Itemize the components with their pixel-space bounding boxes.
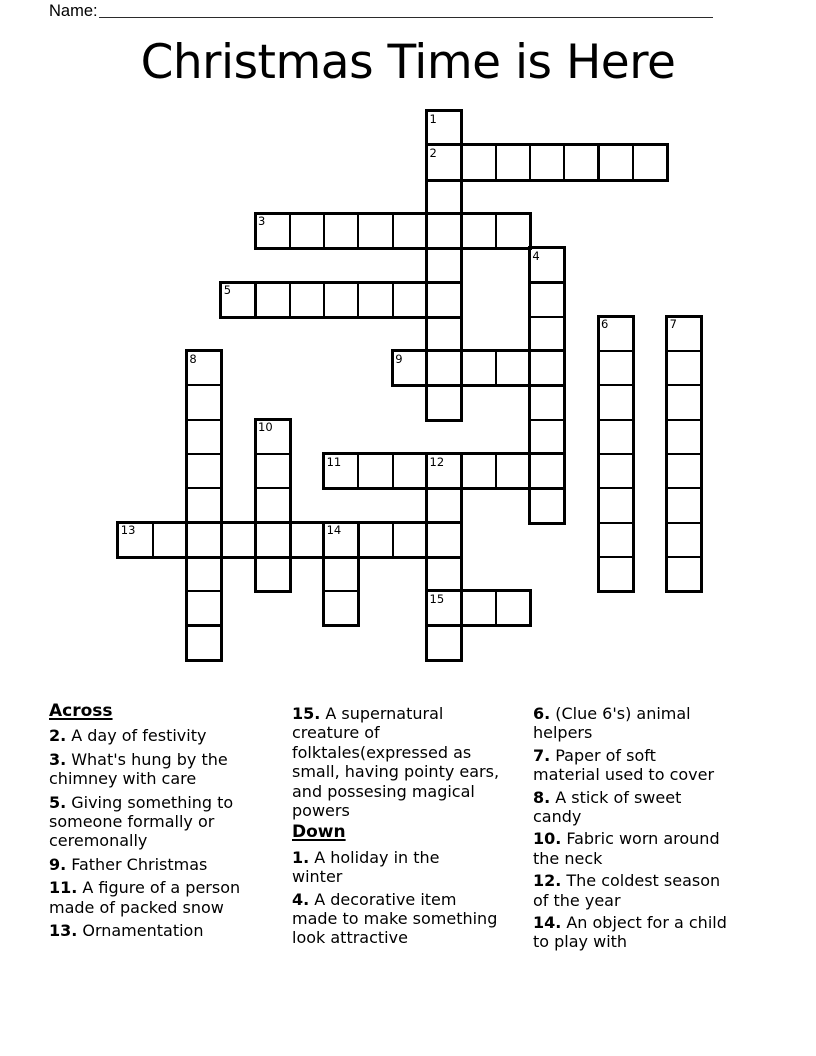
clue-number: 7. — [533, 745, 551, 765]
grid-cell — [460, 213, 496, 249]
clue-column-2 — [292, 704, 544, 951]
grid-cell — [186, 419, 222, 455]
grid-cell — [598, 453, 634, 489]
clue-number: 8. — [533, 787, 551, 807]
grid-cell — [426, 522, 462, 558]
clue-section-header: Across — [49, 701, 113, 721]
grid-cell — [289, 522, 325, 558]
grid-cell — [426, 213, 462, 249]
clue-1 — [292, 848, 544, 887]
cell-number: 12 — [429, 454, 445, 469]
grid-cell — [598, 419, 634, 455]
clue-14 — [533, 913, 791, 952]
grid-cell — [255, 556, 291, 592]
grid-cell — [495, 213, 531, 249]
grid-cell — [666, 522, 702, 558]
grid-cell — [426, 316, 462, 352]
grid-cell — [323, 556, 359, 592]
clue-number: 3. — [49, 749, 67, 769]
grid-cell — [666, 384, 702, 420]
grid-cell — [598, 556, 634, 592]
grid-cell — [529, 350, 565, 386]
grid-cell — [529, 282, 565, 318]
cell-number: 6 — [601, 317, 609, 332]
clue-5 — [49, 793, 291, 851]
grid-cell — [255, 487, 291, 523]
clue-text: The coldest season of the year — [533, 871, 721, 910]
clue-6 — [533, 704, 791, 743]
clue-text: A decorative item made to make something look attractive — [292, 889, 498, 948]
grid-cell — [255, 522, 291, 558]
grid-cell — [289, 282, 325, 318]
cell-number: 4 — [532, 248, 540, 263]
grid-cell — [666, 487, 702, 523]
cell-number: 13 — [120, 523, 136, 538]
clue-7 — [533, 746, 791, 785]
clue-number: 4. — [292, 889, 310, 909]
grid-cell — [323, 213, 359, 249]
clue-text: A stick of sweet candy — [533, 787, 682, 827]
grid-cell — [426, 556, 462, 592]
grid-cell — [529, 487, 565, 523]
clue-section-header: Down — [292, 822, 346, 843]
grid-cell — [426, 282, 462, 318]
grid-cell — [357, 213, 393, 249]
cell-number: 2 — [429, 145, 437, 160]
grid-cell — [598, 384, 634, 420]
clue-number: 6. — [533, 704, 551, 723]
cell-number: 15 — [429, 591, 445, 606]
grid-cell — [666, 556, 702, 592]
clue-text: A figure of a person made of packed snow — [49, 878, 241, 917]
grid-cell — [392, 213, 428, 249]
clue-9 — [49, 855, 291, 874]
grid-cell — [357, 282, 393, 318]
clue-column-1 — [49, 702, 291, 944]
grid-cell — [392, 282, 428, 318]
clue-number: 2. — [49, 726, 67, 746]
grid-cell — [323, 282, 359, 318]
grid-cell — [529, 419, 565, 455]
clue-11 — [49, 878, 291, 917]
cell-number: 11 — [326, 454, 342, 469]
clue-text: A supernatural creature of folktales(expressed as small, having pointy ears, and possesing magical powers — [292, 704, 500, 821]
clue-number: 12. — [533, 871, 562, 891]
grid-cell — [495, 350, 531, 386]
grid-cell — [186, 625, 222, 661]
clue-13 — [49, 921, 291, 940]
clue-text: Giving something to someone formally or ceremonally — [49, 792, 234, 851]
grid-cell — [460, 350, 496, 386]
grid-cell — [666, 453, 702, 489]
clue-text: Father Christmas — [71, 854, 208, 874]
grid-cell — [495, 590, 531, 626]
cell-number: 8 — [189, 351, 197, 366]
grid-cell — [426, 350, 462, 386]
grid-cell — [460, 590, 496, 626]
grid-cell — [529, 144, 565, 180]
grid-cell — [563, 144, 599, 180]
cell-number: 14 — [326, 523, 342, 538]
clue-text: An object for a child to play with — [533, 913, 727, 952]
clue-12 — [533, 871, 791, 910]
clue-number: 13. — [49, 921, 78, 941]
grid-cell — [529, 453, 565, 489]
clue-text: Ornamentation — [82, 921, 204, 941]
grid-cell — [598, 487, 634, 523]
grid-cell — [186, 556, 222, 592]
grid-cell — [323, 590, 359, 626]
grid-cell — [186, 453, 222, 489]
grid-cell — [426, 179, 462, 215]
grid-cell — [495, 144, 531, 180]
grid-cell — [392, 522, 428, 558]
clue-number: 14. — [533, 913, 562, 933]
grid-cell — [357, 522, 393, 558]
grid-cell — [529, 384, 565, 420]
clue-text: (Clue 6's) animal helpers — [533, 704, 691, 743]
grid-cell — [460, 144, 496, 180]
clue-3 — [49, 750, 291, 789]
grid-cell — [632, 144, 668, 180]
clue-10 — [533, 829, 791, 868]
clue-number: 5. — [49, 792, 67, 812]
clue-text: A day of festivity — [71, 726, 207, 746]
grid-cell — [186, 590, 222, 626]
cell-number: 9 — [395, 351, 403, 366]
grid-cell — [598, 350, 634, 386]
grid-cell — [495, 453, 531, 489]
clue-number: 10. — [533, 829, 562, 849]
grid-cell — [426, 247, 462, 283]
name-label: Name: — [49, 2, 98, 20]
clue-15 — [292, 704, 544, 820]
grid-cell — [529, 316, 565, 352]
grid-cell — [598, 522, 634, 558]
clue-2 — [49, 726, 291, 745]
grid-cell — [598, 144, 634, 180]
grid-cell — [186, 487, 222, 523]
cell-number: 1 — [429, 111, 437, 126]
grid-cell — [289, 213, 325, 249]
page-title: Christmas Time is Here — [140, 35, 676, 90]
grid-cell — [426, 487, 462, 523]
grid-cell — [357, 453, 393, 489]
clue-8 — [533, 788, 791, 827]
grid-cell — [152, 522, 188, 558]
clue-text: Paper of soft material used to cover — [533, 745, 715, 785]
cell-number: 10 — [258, 420, 273, 435]
grid-cell — [666, 419, 702, 455]
clue-text: A holiday in the winter — [292, 847, 440, 887]
grid-cell — [666, 350, 702, 386]
grid-cell — [426, 625, 462, 661]
cell-number: 5 — [223, 283, 232, 297]
clue-number: 1. — [292, 847, 310, 867]
grid-cell — [392, 453, 428, 489]
grid-cell — [426, 384, 462, 420]
cell-number: 7 — [669, 317, 677, 332]
grid-cell — [220, 522, 256, 558]
grid-cell — [186, 522, 222, 558]
grid-cell — [186, 384, 222, 420]
clue-text: Fabric worn around the neck — [533, 829, 720, 868]
grid-cell — [255, 282, 291, 318]
clue-column-3 — [533, 704, 791, 955]
clue-text: What's hung by the chimney with care — [49, 749, 228, 789]
grid-cell — [460, 453, 496, 489]
clue-number: 11. — [49, 878, 78, 898]
clue-number: 9. — [49, 854, 67, 874]
clue-number: 15. — [292, 704, 321, 723]
clue-4 — [292, 890, 544, 948]
grid-cell — [255, 453, 291, 489]
cell-number: 3 — [258, 214, 266, 229]
